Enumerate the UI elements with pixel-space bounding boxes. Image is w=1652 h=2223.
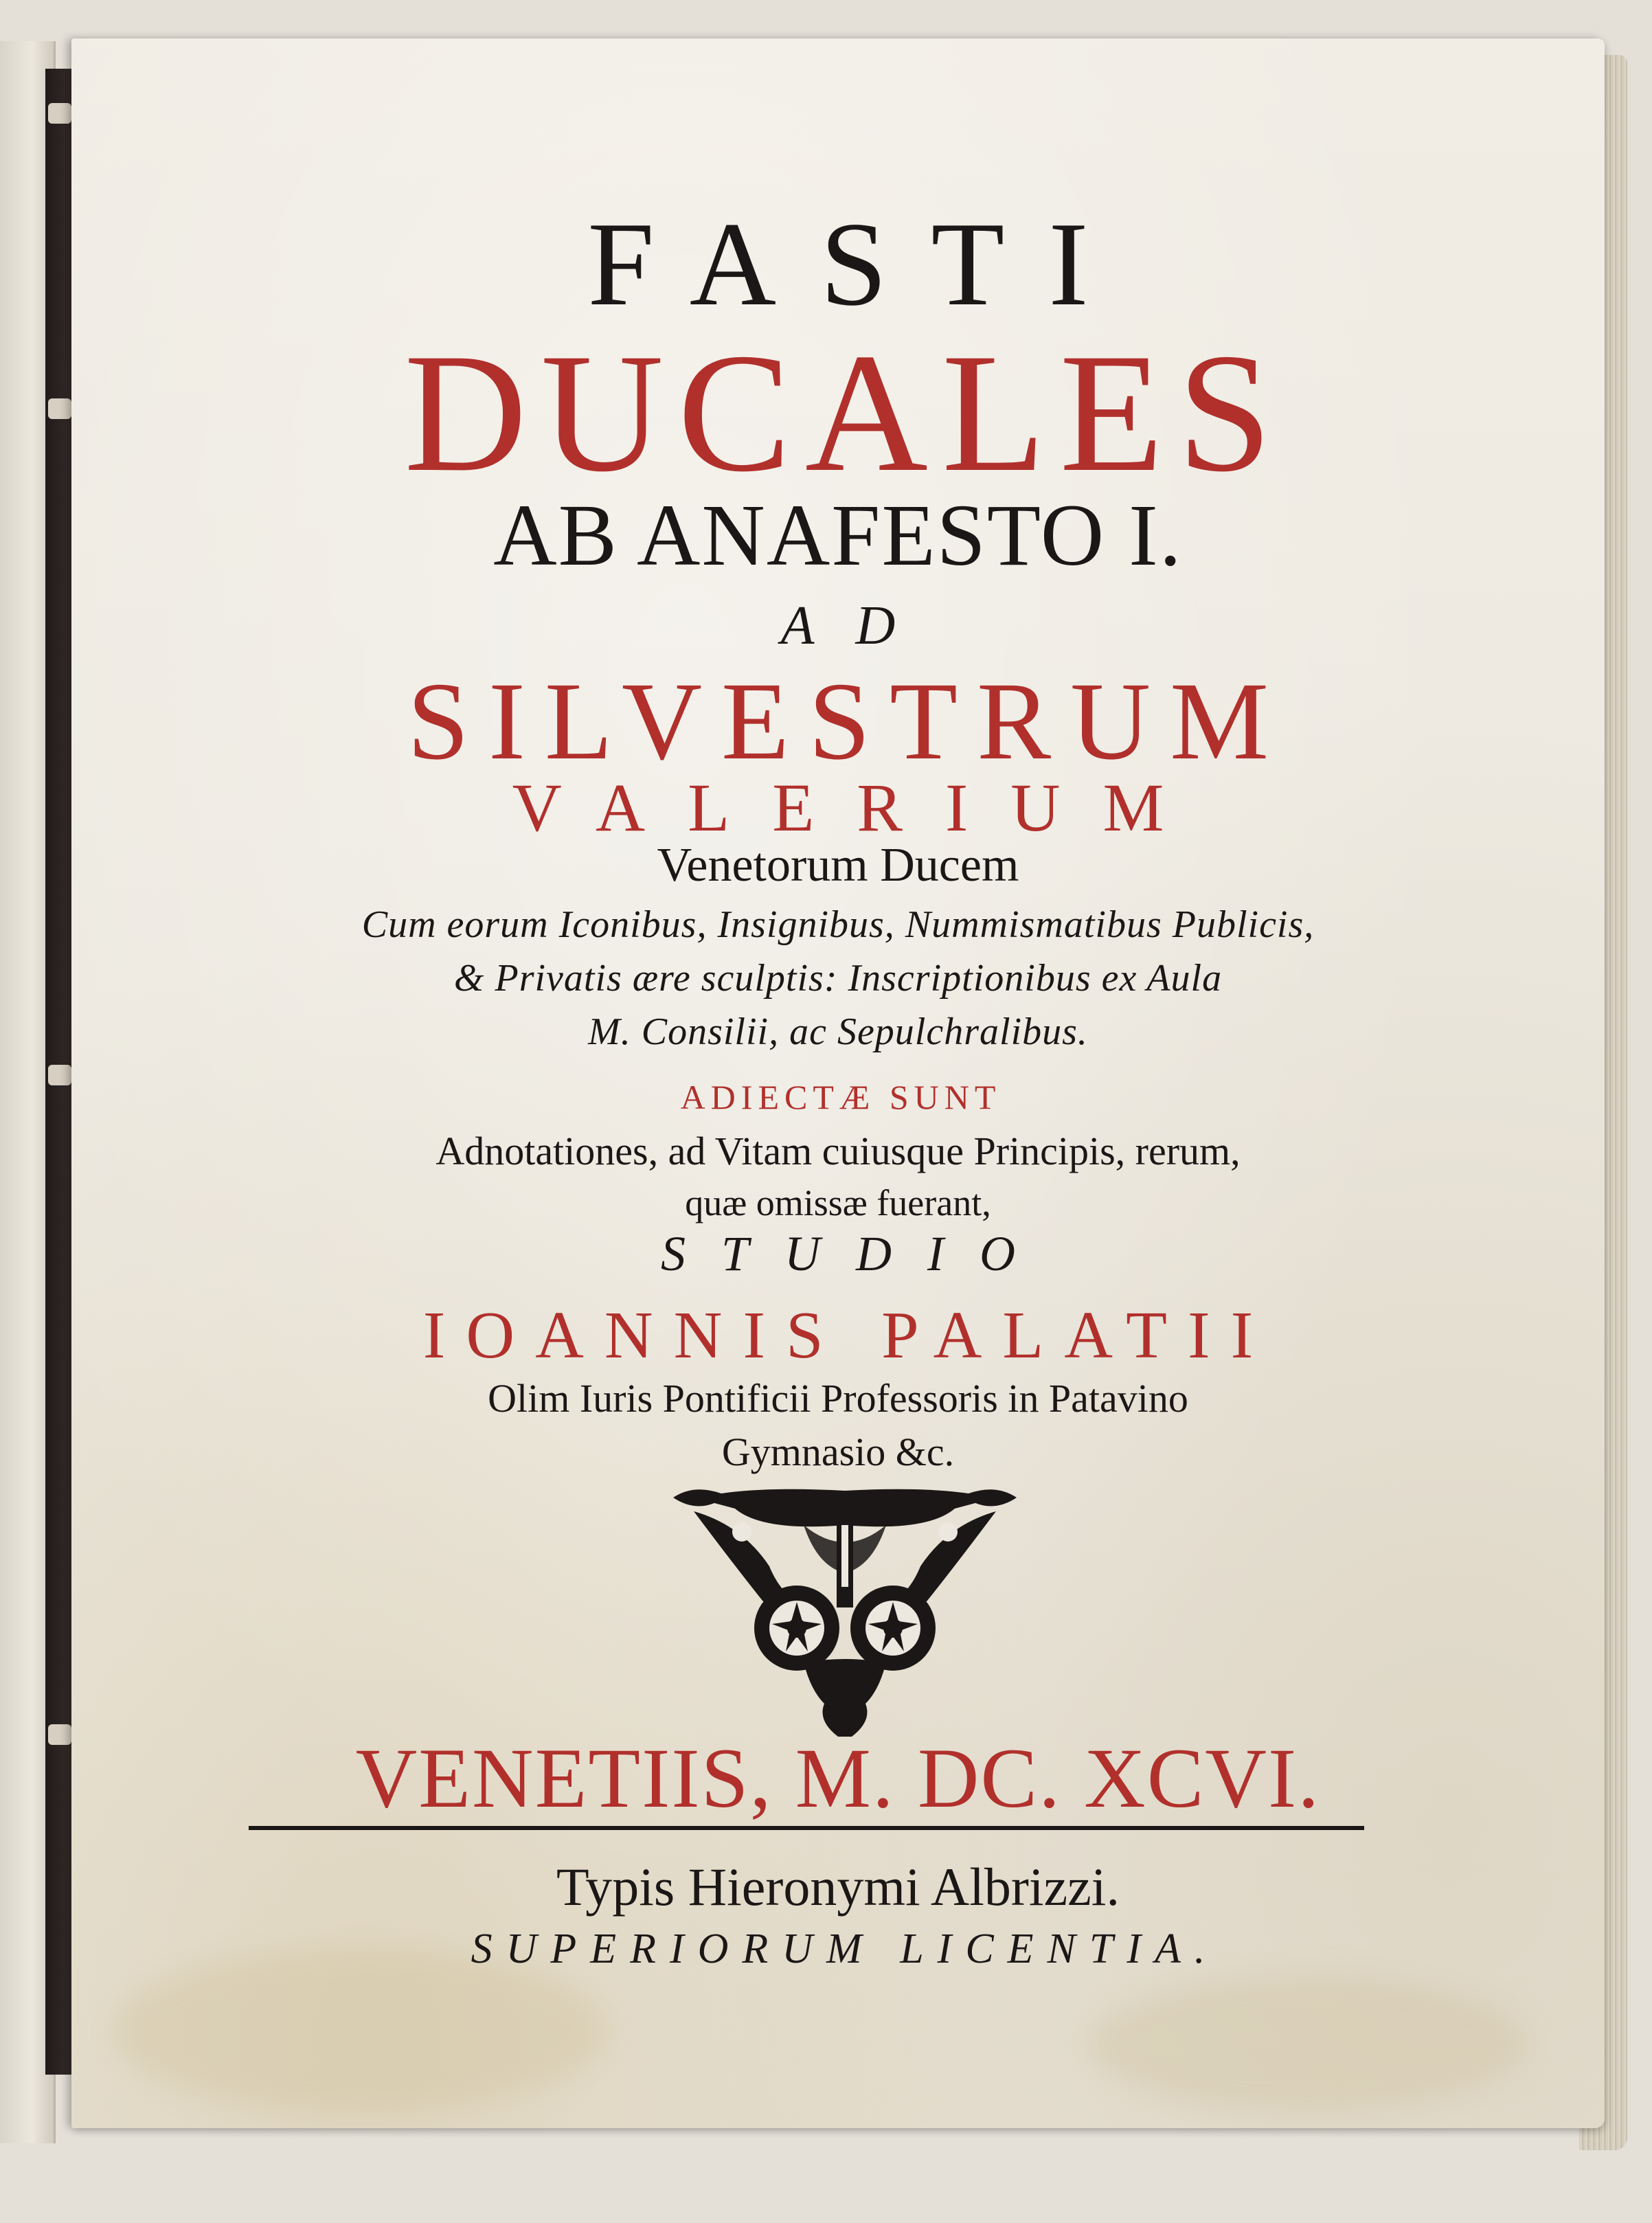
author-name: IOANNIS PALATII	[422, 1298, 1274, 1373]
title-word-fasti: FASTI	[587, 197, 1133, 330]
author-description-1: Olim Iuris Pontificii Professoris in Patavino	[488, 1376, 1188, 1421]
title-silvestrum: SILVESTRUM	[407, 660, 1289, 783]
quae-omissae-line: quæ omissæ fuerant,	[685, 1182, 991, 1223]
title-venetorum-ducem: Venetorum Ducem	[657, 839, 1019, 892]
adiectae-sunt: ADIECTÆ SUNT	[680, 1078, 1002, 1116]
title-ad: AD	[780, 596, 937, 656]
binding-stitch	[48, 103, 71, 124]
binding-stitch	[48, 1724, 71, 1745]
floral-vase-ornament-icon	[666, 1484, 1023, 1738]
paper-stain	[1088, 1976, 1528, 2113]
subtitle-line-2: & Privatis ære sculptis: Inscriptionibus ex Aula	[453, 957, 1223, 1000]
title-ab-anafesto: AB ANAFESTO I.	[493, 486, 1183, 584]
adnotationes-line: Adnotationes, ad Vitam cuiusque Principis, rerum,	[435, 1129, 1241, 1173]
studio: STUDIO	[660, 1226, 1051, 1281]
binding-stitch	[48, 1065, 71, 1085]
title-page	[71, 38, 1605, 2128]
title-word-ducales: DUCALES	[404, 318, 1286, 507]
horizontal-rule	[249, 1826, 1364, 1830]
subtitle-line-1: Cum eorum Iconibus, Insignibus, Nummismatibus Publicis,	[361, 903, 1315, 946]
subtitle-line-3: M. Consilii, ac Sepulchralibus.	[588, 1011, 1088, 1053]
imprint-place-date: VENETIIS, M. DC. XCVI.	[355, 1731, 1321, 1825]
license-line: SUPERIORUM LICENTIA.	[471, 1926, 1219, 1972]
title-valerium: VALERIUM	[512, 769, 1207, 846]
binding-stitch	[48, 398, 71, 419]
author-description-2: Gymnasio &c.	[721, 1430, 955, 1474]
printer-line: Typis Hieronymi Albrizzi.	[556, 1857, 1120, 1917]
